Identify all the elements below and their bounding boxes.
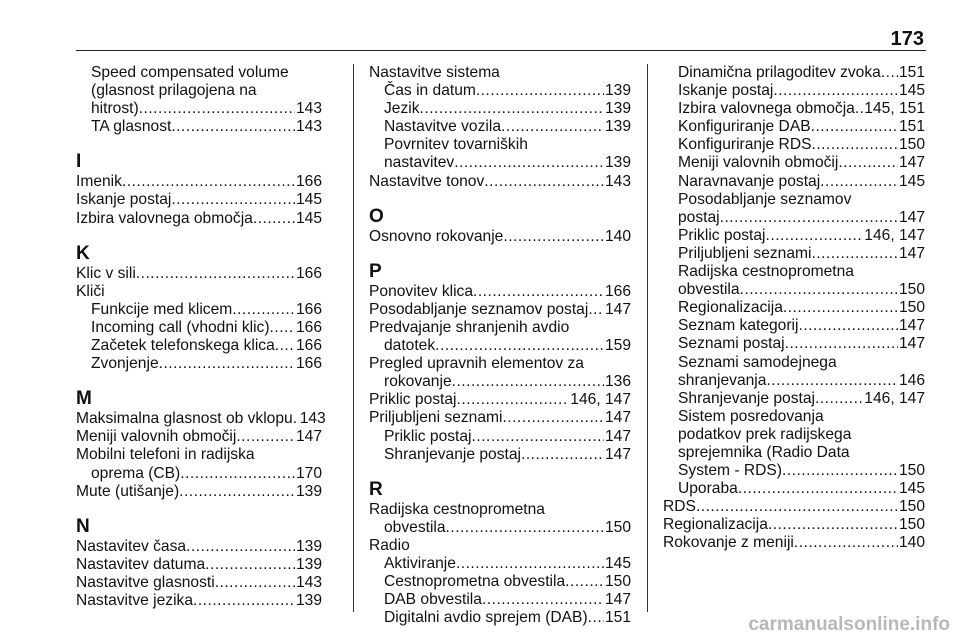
index-entry [663,534,925,552]
dot-leader [473,283,604,301]
dot-leader [275,337,295,355]
index-entry [369,591,631,609]
index-entry-term: Dinamična prilagoditev zvoka [678,64,881,81]
index-page-ref: 147 [604,409,631,427]
index-entry [76,265,322,283]
index-page-ref: 145 [295,191,322,209]
index-entry [369,373,631,391]
index-entry-term: Regionalizacija [678,299,783,317]
index-page-ref: 146 [898,371,925,389]
dot-leader [482,591,604,609]
index-page-ref: 139 [604,82,631,100]
index-entry [76,100,322,118]
index-page-ref: 140 [898,534,925,552]
index-entry-text: Mobilni telefoni in radijska [76,446,255,464]
index-page-ref: 145 [295,209,322,227]
index-entry-term: oprema (CB) [91,464,181,482]
index-entry-term: Meniji valovnih območij [76,428,237,446]
index-page-ref: 150 [898,136,925,154]
dot-leader [798,317,897,335]
index-page-ref: 136 [604,373,631,391]
index-entry-text: Radijska cestnoprometna [678,263,854,281]
index-entry-text: Nastavitve sistema [369,64,500,81]
dot-leader [171,118,295,136]
index-entry-term: System - RDS) [678,462,782,480]
index-entry [663,154,925,172]
dot-leader [811,245,898,263]
dot-leader [782,462,898,480]
index-entry [76,465,322,483]
dot-leader [420,100,604,118]
dot-leader [136,265,295,283]
index-page-ref: 150 [604,518,631,536]
index-entry [369,82,631,100]
dot-leader [820,173,898,191]
index-page-ref: 139 [295,482,322,500]
index-page-ref: 150 [898,498,925,516]
index-entry-term: Nastavitve jezika [76,591,193,609]
index-column-3 [663,64,925,553]
index-entry [663,299,925,317]
index-entry-text: sprejemnika (Radio Data [678,443,850,461]
dot-leader [179,483,295,501]
index-letter-heading: O [369,205,384,227]
index-page-ref: 147 [898,335,925,353]
index-entry-term: Naravnavanje postaj [678,172,821,190]
index-entry [76,355,322,373]
index-entry-term: Rokovanje z meniji [663,534,794,552]
column-divider [353,64,354,612]
index-page-ref: 159 [604,337,631,355]
index-entry-term: Funkcije med klicem [91,300,233,318]
index-entry [369,228,631,246]
index-entry-term: TA glasnost [91,118,172,136]
index-entry-term: Imenik [76,173,122,191]
index-entry-term: hitrost) [91,100,139,118]
header-rule [76,50,926,51]
index-entry [76,337,322,355]
index-page-ref: 151 [898,64,925,81]
dot-leader [768,516,898,534]
index-entry-term: Digitalni avdio sprejem (DAB) [384,609,588,627]
index-entry-term: Klic v sili [76,264,136,282]
index-entry-term: datotek [384,337,436,355]
index-entry-term: RDS [663,498,696,516]
index-entry-term: Zvonjenje [91,355,159,373]
index-entry [663,516,925,534]
dot-leader [159,355,295,373]
index-entry [76,301,322,319]
index-letter-heading: P [369,260,382,282]
index-page-ref: 143 [295,100,322,118]
index-entry-text: (glasnost prilagojena na [91,82,257,100]
index-entry-term: Iskanje postaj [76,191,172,209]
index-entry [369,519,631,537]
index-page-ref: 166 [295,337,322,355]
dot-leader [456,555,604,573]
index-entry-term: Meniji valovnih območij [678,154,839,172]
dot-leader [476,82,604,100]
dot-leader [484,173,604,191]
index-entry [369,391,631,409]
index-entry [663,209,925,227]
index-entry-term: rokovanje [384,373,452,391]
index-entry [663,498,925,516]
dot-leader [766,227,864,245]
index-entry [76,574,322,592]
index-page-ref: 147 [604,427,631,445]
column-divider [647,64,648,612]
index-entry-term: Čas in datum [384,82,476,100]
index-entry-term: nastavitev [384,154,455,172]
dot-leader [811,118,898,136]
index-entry-term: Incoming call (vhodni klic) [91,318,270,336]
index-entry-term: Priklic postaj [678,226,766,244]
index-page-ref: 166 [295,300,322,318]
index-entry-term: Maksimalna glasnost ob vklopu [76,410,293,428]
index-column-1 [76,64,326,610]
index-letter-heading: M [76,388,92,410]
index-page-ref: 147 [898,208,925,226]
index-page-ref: 143 [295,573,322,591]
dot-leader [521,446,604,464]
dot-leader [205,556,295,574]
index-entry [76,556,322,574]
index-page-ref: 139 [604,154,631,172]
index-entry [663,227,925,245]
index-page-ref: 166 [604,282,631,300]
dot-leader [501,118,604,136]
index-entry [663,136,925,154]
dot-leader [454,154,604,172]
index-entry-text: Povrnitev tovarniških [384,136,528,154]
dot-leader [855,100,863,118]
index-entry [663,173,925,191]
index-entry-text: Seznami samodejnega [678,353,837,371]
index-page-ref: 151 [898,118,925,136]
index-page-ref: 147 [604,300,631,318]
index-entry-term: Shranjevanje postaj [678,389,815,407]
index-entry [76,210,322,228]
dot-leader [811,136,897,154]
index-page-ref: 147 [898,154,925,172]
index-page-ref: 150 [898,281,925,299]
index-letter-heading: N [76,515,90,537]
page-number: 173 [890,28,924,50]
dot-leader [794,534,898,552]
index-page-ref: 166 [295,318,322,336]
index-letter-heading: R [369,478,383,500]
index-entry-text: Pregled upravnih elementov za [369,355,584,373]
index-entry-term: postaj [678,208,720,226]
dot-leader [472,428,604,446]
index-entry [76,118,322,136]
index-entry [663,281,925,299]
index-entry [369,409,631,427]
index-entry [369,100,631,118]
index-entry-text: Posodabljanje seznamov [678,190,852,208]
index-entry [76,483,322,501]
index-page-ref: 166 [295,173,322,191]
dot-leader [236,428,295,446]
index-entry [663,390,925,408]
index-entry-text: Radijska cestnoprometna [369,500,545,518]
index-entry [663,64,925,82]
index-entry-term: obvestila [678,281,740,299]
index-page-ref: 145 [898,480,925,498]
index-entry [76,538,322,556]
index-entry [663,335,925,353]
index-entry-term: Osnovno rokovanje [369,227,504,245]
dot-leader [139,100,295,118]
dot-leader [720,209,898,227]
index-entry-text: Radio [369,536,410,554]
index-page-ref: 147 [898,244,925,262]
index-entry-term: Nastavitve vozila [384,118,501,136]
index-page-ref: 146, 147 [570,391,631,409]
index-entry [369,154,631,172]
index-page-ref: 139 [295,591,322,609]
index-entry-text: Kliči [76,282,105,300]
dot-leader [565,573,604,591]
dot-leader [773,82,898,100]
index-entry [663,100,925,118]
dot-leader [738,480,898,498]
index-page-ref: 139 [295,555,322,573]
dot-leader [696,498,898,516]
index-entry [76,592,322,610]
index-entry-term: Mute (utišanje) [76,482,180,500]
index-entry [369,573,631,591]
dot-leader [588,609,604,627]
index-page-ref: 143 [295,118,322,136]
index-entry-term: Uporaba [678,480,738,498]
index-entry-text: Speed compensated volume [91,64,289,81]
index-page-ref: 166 [295,264,322,282]
index-entry-text: Sistem posredovanja [678,407,824,425]
dot-leader [122,173,295,191]
dot-leader [186,538,295,556]
dot-leader [215,574,295,592]
index-entry [369,118,631,136]
index-letter-heading: K [76,242,90,264]
index-entry-term: Nastavitev datuma [76,555,206,573]
index-entry [76,428,322,446]
index-page-ref: 147 [295,428,322,446]
index-page-ref: 150 [898,516,925,534]
index-entry [369,173,631,191]
index-entry [663,245,925,263]
index-entry-term: Nastavitve glasnosti [76,573,215,591]
index-entry-term: Priklic postaj [369,391,457,409]
index-entry [76,410,326,428]
index-entry-term: shranjevanja [678,371,767,389]
index-page-ref: 147 [604,591,631,609]
index-entry-term: Izbira valovnega območja [678,100,855,118]
index-page-ref: 140 [604,227,631,245]
index-page-ref: 150 [898,462,925,480]
index-entry-text: podatkov prek radijskega [678,425,852,443]
index-page-ref: 143 [299,410,326,428]
dot-leader [588,301,604,319]
index-entry [663,317,925,335]
index-entry [663,82,925,100]
index-entry-term: Priljubljeni seznami [678,244,812,262]
index-page-ref: 139 [295,537,322,555]
index-page-ref: 145 [898,82,925,100]
dot-leader [881,64,898,82]
index-entry [663,372,925,390]
dot-leader [783,299,898,317]
dot-leader [785,335,898,353]
dot-leader [766,372,898,390]
index-entry [76,191,322,209]
index-page-ref: 145, 151 [864,100,925,118]
index-entry-term: Priljubljeni seznami [369,409,503,427]
dot-leader [435,337,604,355]
index-entry-term: Posodabljanje seznamov postaj [369,300,589,318]
index-entry-term: Iskanje postaj [678,82,774,100]
dot-leader [502,409,604,427]
index-page-ref: 145 [604,554,631,572]
index-entry-term: DAB obvestila [384,591,482,609]
index-entry [663,118,925,136]
index-page-ref: 150 [898,299,925,317]
dot-leader [452,373,604,391]
dot-leader [180,465,295,483]
index-entry-term: Nastavitve tonov [369,172,485,190]
index-entry [663,462,925,480]
index-page-ref: 146, 147 [864,226,925,244]
index-page-ref: 145 [898,172,925,190]
index-page-ref: 139 [604,100,631,118]
index-entry-term: Seznami postaj [678,335,785,353]
index-column-2 [369,64,631,627]
index-letter-heading: I [76,151,82,173]
dot-leader [503,228,604,246]
index-entry-term: Seznam kategorij [678,317,799,335]
index-entry-text: Predvajanje shranjenih avdio [369,318,570,336]
index-entry [369,609,631,627]
index-page-ref: 166 [295,355,322,373]
index-entry-term: Ponovitev klica [369,282,474,300]
index-entry [76,319,322,337]
index-entry-term: Priklic postaj [384,427,472,445]
dot-leader [838,154,898,172]
index-page-ref: 150 [604,573,631,591]
index-entry-term: Začetek telefonskega klica [91,337,275,355]
index-page-ref: 147 [604,445,631,463]
index-entry [369,283,631,301]
index-page-ref: 139 [604,118,631,136]
index-entry [663,480,925,498]
index-entry [369,428,631,446]
dot-leader [446,519,604,537]
index-entry-term: Konfiguriranje DAB [678,118,811,136]
dot-leader [457,391,570,409]
index-page-ref: 146, 147 [864,389,925,407]
index-entry-term: Nastavitev časa [76,537,187,555]
index-entry-term: obvestila [384,518,446,536]
index-page-ref: 170 [295,464,322,482]
index-page-ref: 147 [898,317,925,335]
index-entry-term: Regionalizacija [663,516,768,534]
dot-leader [270,319,295,337]
index-page-ref: 143 [604,172,631,190]
dot-leader [171,191,295,209]
dot-leader [193,592,295,610]
index-entry-term: Cestnoprometna obvestila [384,573,566,591]
index-entry [369,555,631,573]
dot-leader [232,301,295,319]
index-entry-term: Jezik [384,100,420,118]
index-entry [369,446,631,464]
index-entry [369,301,631,319]
index-entry-term: Konfiguriranje RDS [678,136,812,154]
dot-leader [253,210,295,228]
index-page-ref: 151 [604,609,631,627]
dot-leader [740,281,898,299]
index-entry [76,173,322,191]
index-entry-term: Aktiviranje [384,554,456,572]
dot-leader [815,390,863,408]
index-entry-term: Izbira valovnega območja [76,209,253,227]
watermark: carmanualsonline.info [748,614,950,635]
index-entry-term: Shranjevanje postaj [384,445,521,463]
index-entry [369,337,631,355]
